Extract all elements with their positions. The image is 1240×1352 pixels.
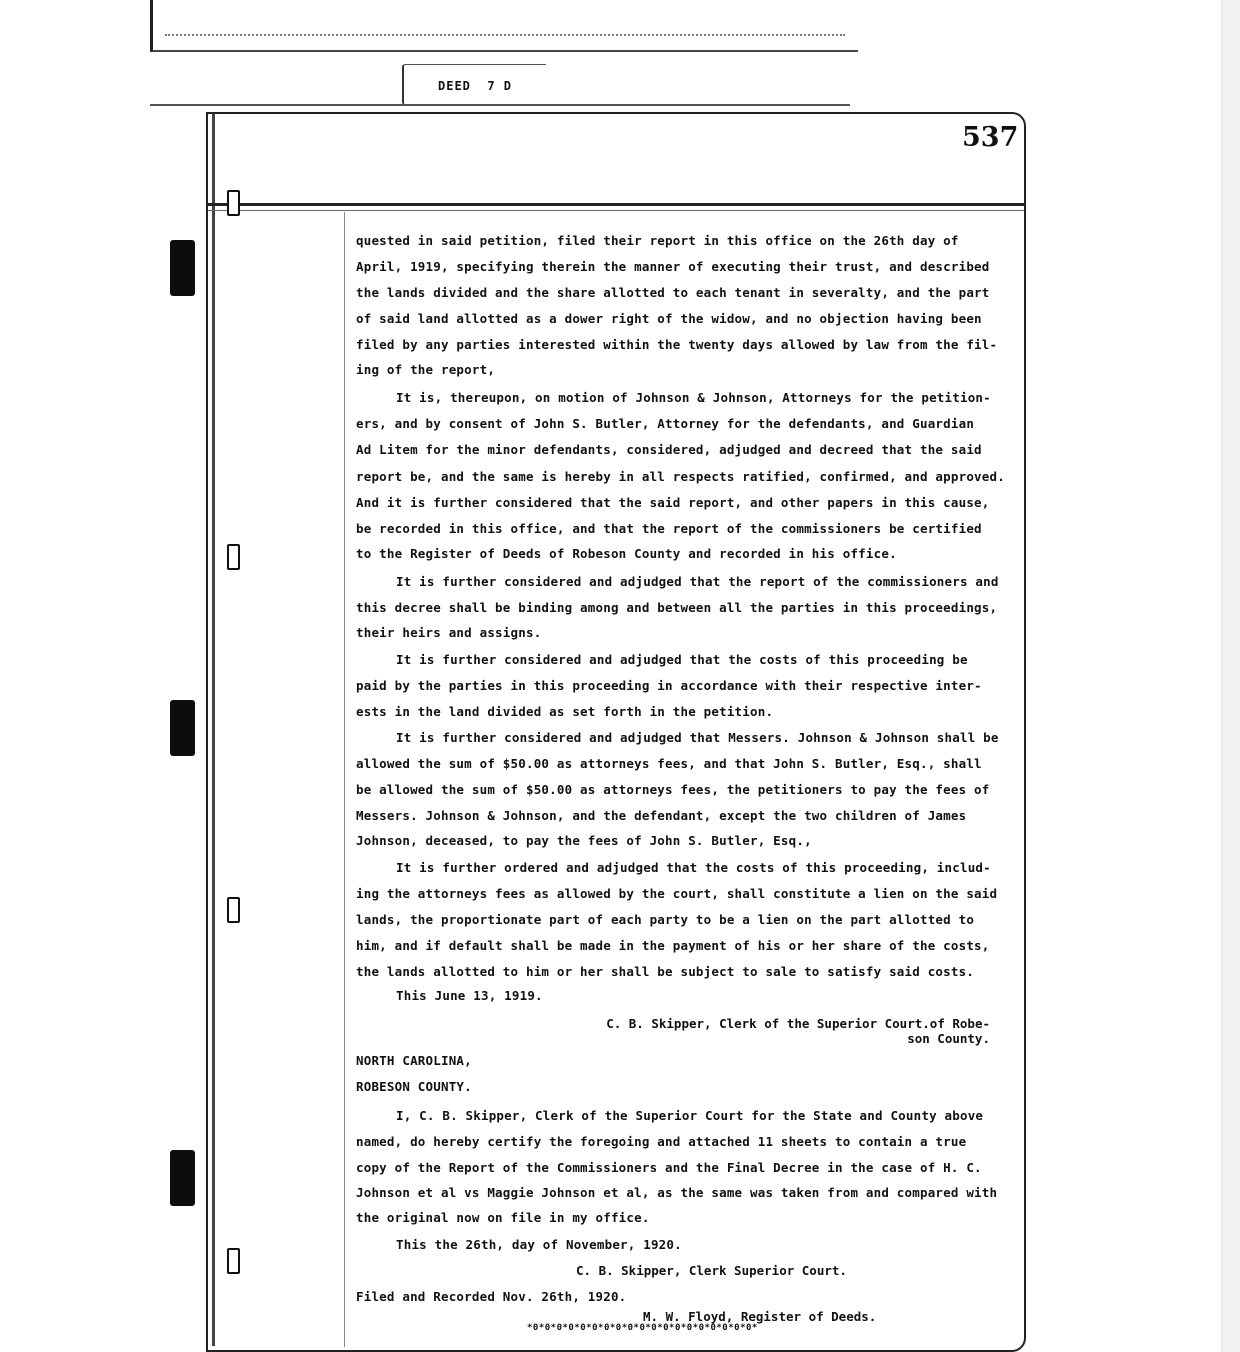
body-line: be allowed the sum of $50.00 as attorneys fees, the petitioners to pay the fees of bbox=[356, 782, 990, 797]
viewer-scrollbar[interactable] bbox=[1221, 0, 1240, 1352]
state-heading: NORTH CAROLINA, bbox=[356, 1053, 472, 1068]
body-line: ests in the land divided as set forth in the petition. bbox=[356, 704, 774, 719]
body-line: report be, and the same is hereby in all respects ratified, confirmed, and approved. bbox=[356, 469, 1005, 484]
deed-book-label: DEED 7 D bbox=[438, 79, 513, 93]
page-separator bbox=[150, 104, 850, 106]
body-line: the lands allotted to him or her shall be subject to sale to satisfy said costs. bbox=[356, 964, 975, 979]
binding-edge bbox=[212, 114, 215, 1346]
body-line: April, 1919, specifying therein the manner of executing their trust, and described bbox=[356, 259, 990, 274]
page-number: 537 bbox=[962, 122, 1019, 153]
certificate-line: named, do hereby certify the foregoing and attached 11 sheets to contain a true bbox=[356, 1134, 967, 1149]
header-rule-thin bbox=[208, 210, 1024, 211]
body-line: ers, and by consent of John S. Butler, Attorney for the defendants, and Guardian bbox=[356, 416, 975, 431]
body-line: It is further ordered and adjudged that the costs of this proceeding, includ- bbox=[396, 860, 991, 875]
certificate-signature: C. B. Skipper, Clerk Superior Court. bbox=[576, 1263, 847, 1278]
scan-noise-line bbox=[165, 34, 845, 39]
body-line: allowed the sum of $50.00 as attorneys fees, and that John S. Butler, Esq., shall bbox=[356, 756, 982, 771]
clerk-signature: C. B. Skipper, Clerk of the Superior Court.of Robe- son County. bbox=[606, 1016, 990, 1046]
body-line: to the Register of Deeds of Robeson County and recorded in his office. bbox=[356, 546, 897, 561]
body-line: lands, the proportionate part of each party to be a lien on the part allotted to bbox=[356, 912, 975, 927]
body-line: This June 13, 1919. bbox=[396, 988, 543, 1003]
body-line: Ad Litem for the minor defendants, considered, adjudged and decreed that the said bbox=[356, 442, 982, 457]
margin-line bbox=[344, 212, 345, 1347]
body-line: of said land allotted as a dower right of the widow, and no objection having been bbox=[356, 311, 982, 326]
filed-recorded-line: Filed and Recorded Nov. 26th, 1920. bbox=[356, 1289, 627, 1304]
binder-ring bbox=[227, 1248, 240, 1274]
certificate-line: Johnson et al vs Maggie Johnson et al, as the same was taken from and compared with bbox=[356, 1185, 998, 1200]
body-line: It is further considered and adjudged that Messers. Johnson & Johnson shall be bbox=[396, 730, 999, 745]
binder-ring bbox=[227, 544, 240, 570]
certificate-line: I, C. B. Skipper, Clerk of the Superior Court for the State and County above bbox=[396, 1108, 984, 1123]
binder-hole bbox=[170, 240, 195, 296]
certificate-line: the original now on file in my office. bbox=[356, 1210, 650, 1225]
body-line: filed by any parties interested within the twenty days allowed by law from the fil- bbox=[356, 337, 998, 352]
body-line: him, and if default shall be made in the payment of his or her share of the costs, bbox=[356, 938, 990, 953]
body-line: ing of the report, bbox=[356, 362, 496, 377]
body-line: It is further considered and adjudged that the report of the commissioners and bbox=[396, 574, 999, 589]
certificate-line: copy of the Report of the Commissioners and the Final Decree in the case of H. C. bbox=[356, 1160, 982, 1175]
binder-ring bbox=[227, 897, 240, 923]
body-line: Messers. Johnson & Johnson, and the defendant, except the two children of James bbox=[356, 808, 967, 823]
binder-hole bbox=[170, 1150, 195, 1206]
body-line: ing the attorneys fees as allowed by the court, shall constitute a lien on the said bbox=[356, 886, 998, 901]
body-line: And it is further considered that the said report, and other papers in this cause, bbox=[356, 495, 990, 510]
body-line: Johnson, deceased, to pay the fees of John S. Butler, Esq., bbox=[356, 833, 812, 848]
body-line: It is further considered and adjudged that the costs of this proceeding be bbox=[396, 652, 968, 667]
body-line: this decree shall be binding among and between all the parties in this proceedings, bbox=[356, 600, 998, 615]
header-rule bbox=[208, 203, 1024, 206]
body-line: be recorded in this office, and that the report of the commissioners be certified bbox=[356, 521, 982, 536]
register-signature: M. W. Floyd, Register of Deeds. bbox=[643, 1309, 877, 1324]
closing-ornament: *0*0*0*0*0*0*0*0*0*0*0*0*0*0*0*0*0*0*0* bbox=[527, 1323, 758, 1333]
body-line: their heirs and assigns. bbox=[356, 625, 542, 640]
certificate-date: This the 26th, day of November, 1920. bbox=[396, 1237, 682, 1252]
previous-page-edge bbox=[150, 0, 858, 52]
body-line: quested in said petition, filed their report in this office on the 26th day of bbox=[356, 233, 959, 248]
binder-hole bbox=[170, 700, 195, 756]
body-line: paid by the parties in this proceeding in accordance with their respective inter- bbox=[356, 678, 982, 693]
body-line: It is, thereupon, on motion of Johnson & Johnson, Attorneys for the petition- bbox=[396, 390, 991, 405]
binder-ring bbox=[227, 190, 240, 216]
county-heading: ROBESON COUNTY. bbox=[356, 1079, 472, 1094]
body-line: the lands divided and the share allotted to each tenant in severalty, and the part bbox=[356, 285, 990, 300]
